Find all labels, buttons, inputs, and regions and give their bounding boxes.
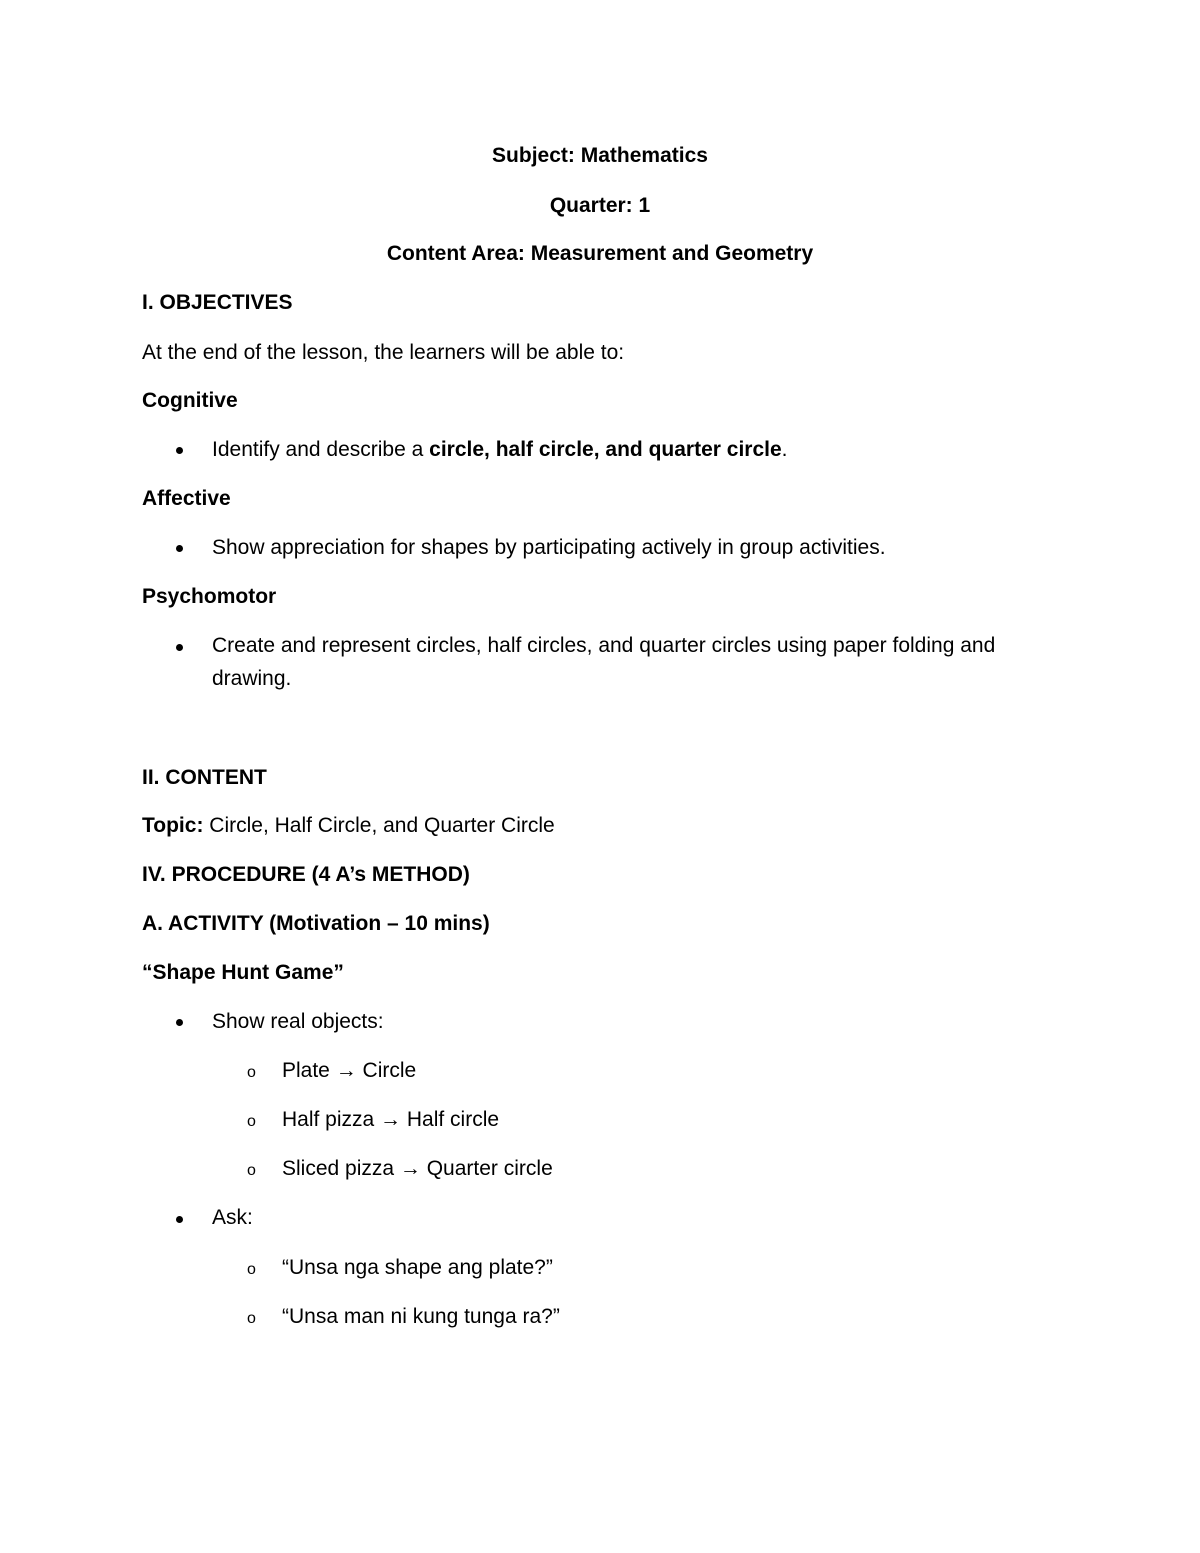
psychomotor-item-line2: drawing.: [212, 667, 292, 690]
objectives-heading: I. OBJECTIVES: [142, 291, 293, 314]
affective-item: Show appreciation for shapes by participating actively in group activities.: [212, 536, 886, 559]
topic-line: Topic: Circle, Half Circle, and Quarter Circle: [142, 814, 555, 837]
bullet-icon: [176, 447, 183, 454]
sub-bullet-icon: o: [247, 1310, 256, 1327]
object-item: Half pizza → Half circle: [282, 1108, 500, 1131]
cognitive-item: Identify and describe a circle, half circle, and quarter circle.: [212, 438, 788, 461]
procedure-heading: IV. PROCEDURE (4 A’s METHOD): [142, 863, 470, 886]
ask-label: Ask:: [212, 1206, 253, 1229]
cognitive-label: Cognitive: [142, 389, 238, 412]
activity-heading: A. ACTIVITY (Motivation – 10 mins): [142, 912, 490, 935]
bullet-icon: [176, 545, 183, 552]
bullet-icon: [176, 1019, 183, 1026]
sub-bullet-icon: o: [247, 1162, 256, 1179]
subject-title: Subject: Mathematics: [492, 144, 708, 167]
bullet-icon: [176, 644, 183, 651]
quarter-title: Quarter: 1: [549, 194, 651, 217]
object-item: Sliced pizza → Quarter circle: [282, 1157, 553, 1180]
question-item: “Unsa nga shape ang plate?”: [282, 1256, 553, 1279]
psychomotor-label: Psychomotor: [142, 585, 277, 608]
bullet-icon: [176, 1216, 183, 1223]
content-area-title: Content Area: Measurement and Geometry: [386, 242, 814, 265]
show-objects-label: Show real objects:: [212, 1010, 384, 1033]
objectives-intro: At the end of the lesson, the learners will be able to:: [142, 341, 625, 364]
object-item: Plate → Circle: [282, 1059, 417, 1082]
content-heading: II. CONTENT: [142, 766, 267, 789]
game-title: “Shape Hunt Game”: [142, 961, 344, 984]
sub-bullet-icon: o: [247, 1261, 256, 1278]
sub-bullet-icon: o: [247, 1064, 256, 1081]
sub-bullet-icon: o: [247, 1113, 256, 1130]
psychomotor-item-line1: Create and represent circles, half circles, and quarter circles using paper folding and: [212, 634, 996, 657]
affective-label: Affective: [142, 487, 231, 510]
question-item: “Unsa man ni kung tunga ra?”: [282, 1305, 560, 1328]
